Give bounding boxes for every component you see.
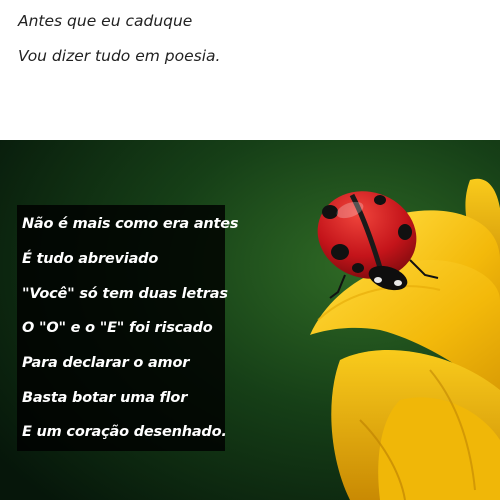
poem-line-5: Para declarar o amor <box>22 355 190 371</box>
intro-section <box>0 0 500 140</box>
intro-line-2: Vou dizer tudo em poesia. <box>18 47 221 65</box>
poem-line-3: "Você" só tem duas letras <box>22 286 228 302</box>
poem-line-4: O "O" e o "E" foi riscado <box>22 320 213 336</box>
poem-line-2: É tudo abreviado <box>22 251 159 267</box>
poem-line-7: E um coração desenhado. <box>22 424 227 440</box>
intro-line-1: Antes que eu caduque <box>18 12 193 30</box>
poem-line-6: Basta botar uma flor <box>22 390 188 406</box>
poem-line-1: Não é mais como era antes <box>22 216 239 232</box>
